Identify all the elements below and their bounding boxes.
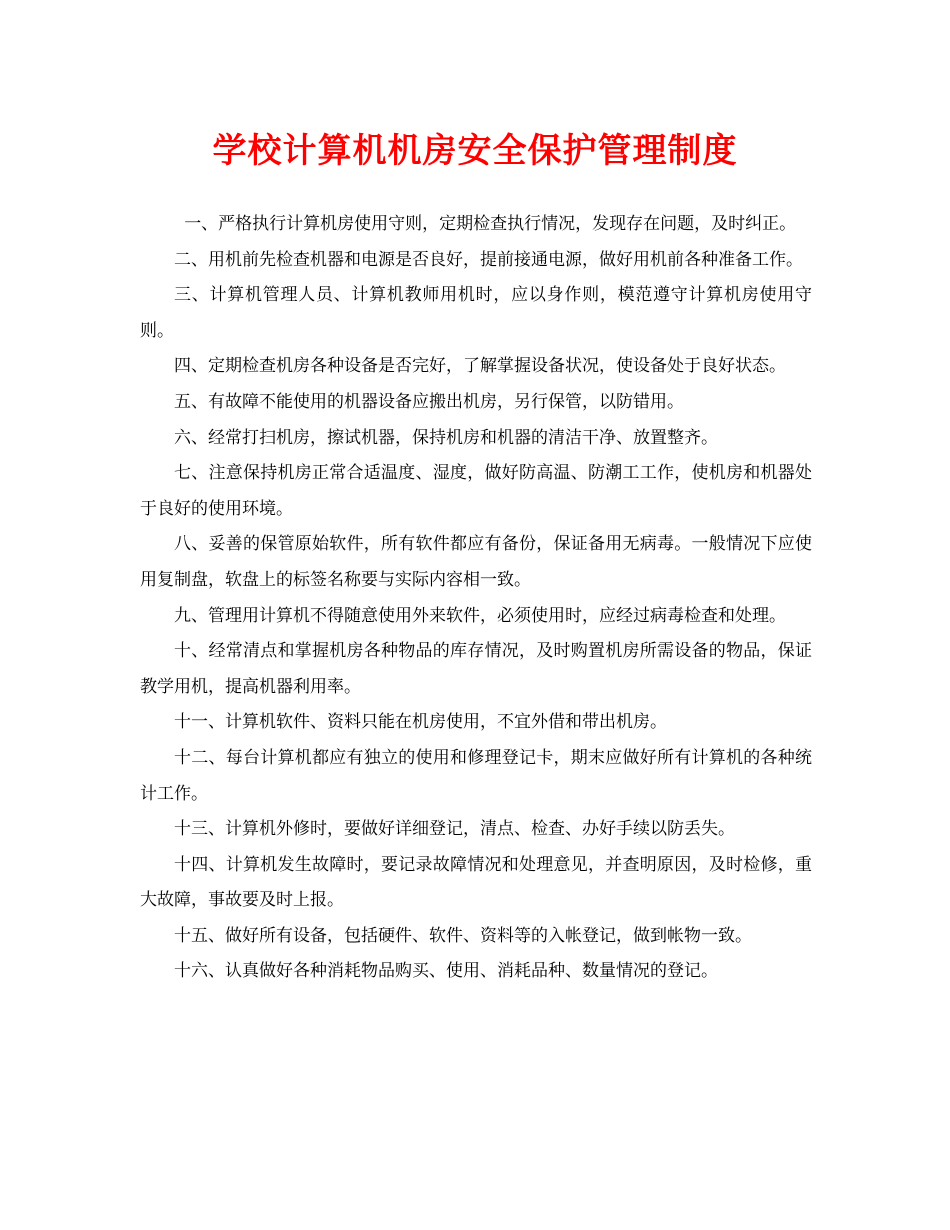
paragraph-2: 二、用机前先检查机器和电源是否良好，提前接通电源，做好用机前各种准备工作。 [174, 249, 803, 270]
paragraph-10: 十、经常清点和掌握机房各种物品的库存情况，及时购置机房所需设备的物品，保证教学用机，提高机器利用率。 [140, 641, 812, 697]
paragraph-7: 七、注意保持机房正常合适温度、湿度，做好防高温、防潮工工作，使机房和机器处于良好的使用环境。 [140, 463, 812, 519]
paragraph-12: 十二、每台计算机都应有独立的使用和修理登记卡，期末应做好所有计算机的各种统计工作。 [140, 747, 812, 804]
document-title: 学校计算机机房安全保护管理制度 [212, 131, 738, 171]
paragraph-4: 四、定期检查机房各种设备是否完好，了解掌握设备状况，使设备处于良好状态。 [174, 356, 786, 377]
paragraph-16: 十六、认真做好各种消耗物品购买、使用、消耗品种、数量情况的登记。 [174, 961, 718, 982]
paragraph-14: 十四、计算机发生故障时，要记录故障情况和处理意见，并查明原因，及时检修，重大故障，事故要及时上报。 [140, 854, 812, 911]
paragraph-5: 五、有故障不能使用的机器设备应搬出机房，另行保管，以防错用。 [174, 391, 684, 412]
paragraph-9: 九、管理用计算机不得随意使用外来软件，必须使用时，应经过病毒检查和处理。 [174, 605, 786, 626]
paragraph-13: 十三、计算机外修时，要做好详细登记，清点、检查、办好手续以防丢失。 [174, 819, 735, 840]
paragraph-3: 三、计算机管理人员、计算机教师用机时，应以身作则，模范遵守计算机房使用守则。 [140, 285, 812, 341]
paragraph-8: 八、妥善的保管原始软件，所有软件都应有备份，保证备用无病毒。一般情况下应使用复制盘，软盘上的标签名称要与实际内容相一致。 [140, 534, 812, 590]
paragraph-6: 六、经常打扫机房，擦试机器，保持机房和机器的清洁干净、放置整齐。 [174, 427, 718, 448]
paragraph-11: 十一、计算机软件、资料只能在机房使用，不宜外借和带出机房。 [174, 712, 667, 733]
paragraph-15: 十五、做好所有设备，包括硬件、软件、资料等的入帐登记，做到帐物一致。 [174, 925, 752, 946]
document-body [140, 207, 812, 990]
paragraph-1: 一、严格执行计算机房使用守则，定期检查执行情况，发现存在问题，及时纠正。 [184, 214, 797, 234]
